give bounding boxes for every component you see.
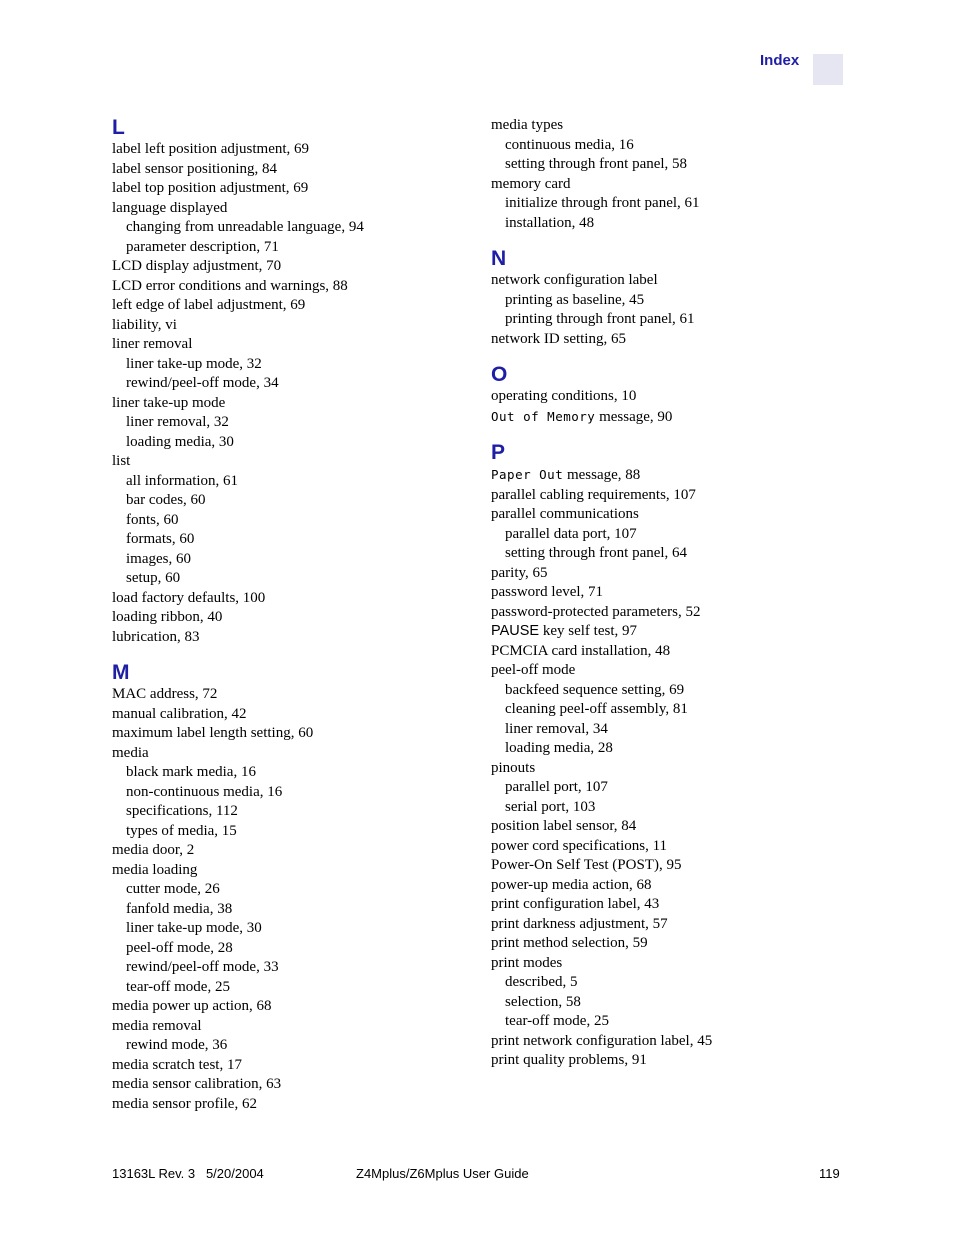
index-subentry [491, 700, 851, 720]
index-entry-text: lubrication, 83 [112, 628, 200, 645]
index-subentry [112, 413, 472, 433]
index-entry-text: LCD error conditions and warnings, 88 [112, 277, 348, 294]
index-entry [112, 452, 472, 472]
index-entry [112, 1075, 472, 1095]
index-entry [112, 744, 472, 764]
index-entry-text: left edge of label adjustment, 69 [112, 297, 306, 313]
index-entry-text: media scratch test, 17 [112, 1056, 242, 1073]
index-entry-text: print quality problems, 91 [491, 1052, 647, 1068]
index-entry [112, 160, 472, 180]
index-letter-heading: N [491, 247, 507, 270]
index-entry [491, 837, 851, 857]
index-entry-text: message, 88 [563, 467, 641, 483]
index-entry-text: changing from unreadable language, 94 [126, 219, 364, 235]
index-entry-text: Power-On Self Test (POST), 95 [491, 857, 682, 873]
index-entry [112, 685, 472, 705]
index-entry-text: liability, vi [112, 316, 177, 333]
index-entry-text: position label sensor, 84 [491, 818, 637, 834]
section-tab [813, 54, 843, 85]
index-entry [491, 622, 851, 642]
index-entry-text: media types [491, 117, 564, 133]
index-subentry [491, 291, 851, 311]
index-subentry [112, 569, 472, 589]
index-subentry [491, 1012, 851, 1032]
index-entry-text: media power up action, 68 [112, 998, 272, 1014]
index-entry [491, 486, 851, 506]
index-subentry [491, 778, 851, 798]
index-entry-text: cutter mode, 26 [126, 881, 220, 897]
index-subentry [112, 472, 472, 492]
index-entry [491, 661, 851, 681]
index-entry-text: network configuration label [491, 272, 658, 288]
index-subentry [112, 763, 472, 783]
index-column-left [112, 116, 472, 1128]
index-entry [112, 296, 472, 316]
index-entry-text: bar codes, 60 [126, 492, 206, 508]
index-entry-text: loading ribbon, 40 [112, 609, 223, 625]
index-entry-text: tear-off mode, 25 [505, 1013, 609, 1029]
index-entry [491, 407, 851, 428]
index-letter-heading: L [112, 116, 125, 139]
index-entry-text: types of media, 15 [126, 822, 237, 839]
index-entry [112, 140, 472, 160]
index-entry-text: password level, 71 [491, 584, 604, 600]
index-entry-text: LCD display adjustment, 70 [112, 258, 282, 274]
index-entry-text: non-continuous media, 16 [126, 783, 283, 800]
index-entry [491, 271, 851, 291]
index-entry-text: rewind mode, 36 [126, 1037, 228, 1053]
index-entry-text: print configuration label, 43 [491, 896, 660, 912]
index-entry-text: media door, 2 [112, 842, 195, 858]
index-entry-text: parallel data port, 107 [505, 525, 637, 542]
index-entry-text: rewind/peel-off mode, 33 [126, 959, 279, 975]
index-entry-text: print modes [491, 954, 563, 971]
index-subentry [491, 194, 851, 214]
index-entry-text: liner removal, 32 [126, 414, 229, 430]
index-entry-text: black mark media, 16 [126, 764, 256, 780]
index-entry-text: cleaning peel-off assembly, 81 [505, 701, 688, 717]
index-entry-text: power cord specifications, 11 [491, 837, 668, 854]
index-entry [491, 1051, 851, 1071]
section-title: Index [760, 52, 800, 69]
index-entry [491, 934, 851, 954]
index-section [491, 116, 851, 233]
index-entry-text: list [112, 453, 131, 469]
index-section [112, 661, 472, 1114]
index-subentry [112, 900, 472, 920]
index-entry [112, 705, 472, 725]
index-entry-text: operating conditions, 10 [491, 388, 637, 404]
index-entry-text: printing as baseline, 45 [505, 291, 645, 308]
index-entry [491, 876, 851, 896]
index-entry-text: key self test, 97 [539, 623, 637, 639]
index-entry [491, 856, 851, 876]
index-subentry [112, 919, 472, 939]
index-section [491, 441, 851, 1071]
index-entry-text: PCMCIA card installation, 48 [491, 642, 671, 659]
lcd-message-text: Paper Out [491, 467, 564, 482]
index-subentry [112, 822, 472, 842]
index-entry [491, 603, 851, 623]
index-entry [112, 1017, 472, 1037]
index-entry [112, 394, 472, 414]
index-section [112, 116, 472, 647]
index-entry-text: images, 60 [126, 550, 191, 567]
index-entry-text: setting through front panel, 64 [505, 545, 688, 561]
footer-title: Z4Mplus/Z6Mplus User Guide [356, 1166, 529, 1181]
index-letter-heading: P [491, 441, 506, 464]
index-entry [112, 997, 472, 1017]
index-entry [491, 175, 851, 195]
index-subentry [112, 530, 472, 550]
index-subentry [491, 739, 851, 759]
index-entry-text: manual calibration, 42 [112, 705, 247, 722]
index-entry-text: label sensor positioning, 84 [112, 160, 277, 177]
index-subentry [112, 374, 472, 394]
index-entry-text: printing through front panel, 61 [505, 311, 695, 327]
index-entry-text: MAC address, 72 [112, 686, 218, 702]
index-subentry [491, 136, 851, 156]
index-entry-text: setting through front panel, 58 [505, 156, 688, 172]
index-subentry [112, 491, 472, 511]
index-entry-text: message, 90 [595, 408, 673, 425]
index-entry [491, 817, 851, 837]
index-entry-text: memory card [491, 175, 571, 192]
index-entry-text: language displayed [112, 199, 228, 216]
index-subentry [491, 525, 851, 545]
footer-doc-id: 13163L Rev. 3 5/20/2004 [112, 1166, 264, 1181]
index-subentry [491, 973, 851, 993]
index-entry [491, 895, 851, 915]
index-entry [491, 330, 851, 350]
index-subentry [112, 939, 472, 959]
index-entry [112, 277, 472, 297]
index-entry [112, 861, 472, 881]
index-entry-text: parallel cabling requirements, 107 [491, 486, 696, 503]
index-subentry [491, 681, 851, 701]
index-entry-text: setup, 60 [126, 570, 181, 586]
index-entry [112, 335, 472, 355]
index-subentry [112, 783, 472, 803]
index-entry-text: rewind/peel-off mode, 34 [126, 375, 279, 391]
index-entry-text: parameter description, 71 [126, 238, 279, 255]
index-letter-heading: O [491, 363, 508, 386]
index-entry-text: installation, 48 [505, 214, 595, 231]
index-entry-text: serial port, 103 [505, 798, 596, 815]
index-entry [112, 589, 472, 609]
index-entry-text: continuous media, 16 [505, 136, 634, 153]
index-entry [112, 199, 472, 219]
index-subentry [112, 218, 472, 238]
lcd-message-text: Out of Memory [491, 408, 596, 424]
index-entry-text: media sensor profile, 62 [112, 1095, 257, 1112]
index-entry [112, 628, 472, 648]
index-entry [491, 642, 851, 662]
index-entry-text: backfeed sequence setting, 69 [505, 681, 685, 698]
index-entry [491, 564, 851, 584]
index-entry-text: print method selection, 59 [491, 935, 648, 951]
index-section [491, 363, 851, 427]
index-entry-text: loading media, 30 [126, 433, 234, 450]
index-entry-text: power-up media action, 68 [491, 876, 652, 893]
index-entry [112, 1095, 472, 1115]
index-entry-text: parity, 65 [491, 564, 548, 581]
index-entry-text: liner removal [112, 336, 193, 352]
index-entry [112, 724, 472, 744]
index-entry-text: specifications, 112 [126, 803, 238, 819]
index-entry-text: network ID setting, 65 [491, 330, 626, 347]
index-entry [491, 505, 851, 525]
index-entry-text: pinouts [491, 759, 536, 776]
index-entry-text: print darkness adjustment, 57 [491, 915, 668, 932]
index-subentry [491, 993, 851, 1013]
index-subentry [112, 1036, 472, 1056]
index-entry-text: label top position adjustment, 69 [112, 180, 309, 196]
index-entry-text: password-protected parameters, 52 [491, 603, 701, 620]
index-entry-text: media loading [112, 861, 198, 878]
index-entry-text: peel-off mode, 28 [126, 939, 233, 956]
index-entry-text: formats, 60 [126, 531, 195, 547]
index-entry-text: loading media, 28 [505, 740, 613, 756]
index-entry [112, 316, 472, 336]
index-entry-text: parallel communications [491, 506, 639, 522]
index-entry-text: load factory defaults, 100 [112, 589, 266, 606]
index-entry [491, 759, 851, 779]
index-subentry [491, 310, 851, 330]
index-entry-text: selection, 58 [505, 993, 581, 1010]
index-entry [112, 179, 472, 199]
index-entry [491, 465, 851, 486]
index-section [491, 247, 851, 349]
index-subentry [112, 978, 472, 998]
index-entry-text: print network configuration label, 45 [491, 1032, 713, 1049]
index-subentry [112, 238, 472, 258]
index-entry [491, 116, 851, 136]
index-entry-text: parallel port, 107 [505, 779, 608, 795]
index-subentry [112, 958, 472, 978]
index-subentry [112, 511, 472, 531]
index-entry [112, 841, 472, 861]
index-entry-text: peel-off mode [491, 662, 576, 678]
index-entry-text: maximum label length setting, 60 [112, 725, 314, 741]
index-entry-text: liner take-up mode [112, 394, 226, 411]
index-entry-text: media removal [112, 1017, 202, 1034]
index-entry-text: tear-off mode, 25 [126, 978, 230, 995]
index-entry [491, 954, 851, 974]
index-subentry [112, 355, 472, 375]
index-entry [491, 915, 851, 935]
index-entry-text: initialize through front panel, 61 [505, 195, 700, 211]
index-column-right [491, 116, 851, 1085]
index-entry [491, 583, 851, 603]
index-subentry [112, 433, 472, 453]
index-subentry [112, 802, 472, 822]
index-subentry [491, 798, 851, 818]
index-entry-text: fanfold media, 38 [126, 900, 233, 917]
index-subentry [491, 544, 851, 564]
index-subentry [112, 880, 472, 900]
index-subentry [491, 214, 851, 234]
index-subentry [491, 720, 851, 740]
index-entry-text: fonts, 60 [126, 511, 179, 528]
index-letter-heading: M [112, 661, 130, 684]
footer-page-number: 119 [819, 1166, 840, 1181]
index-entry-text: label left position adjustment, 69 [112, 141, 310, 157]
index-entry [112, 257, 472, 277]
index-subentry [491, 155, 851, 175]
index-entry-text: liner take-up mode, 30 [126, 920, 262, 936]
index-entry-text: media sensor calibration, 63 [112, 1076, 282, 1092]
index-subentry [112, 550, 472, 570]
index-entry [491, 387, 851, 407]
key-name-text: PAUSE [491, 623, 540, 639]
index-entry-text: liner take-up mode, 32 [126, 355, 262, 372]
index-entry-text: media [112, 744, 149, 761]
index-entry-text: all information, 61 [126, 472, 239, 489]
index-entry [491, 1032, 851, 1052]
index-entry [112, 1056, 472, 1076]
index-entry-text: described, 5 [505, 974, 578, 990]
index-entry [112, 608, 472, 628]
index-entry-text: liner removal, 34 [505, 720, 608, 737]
